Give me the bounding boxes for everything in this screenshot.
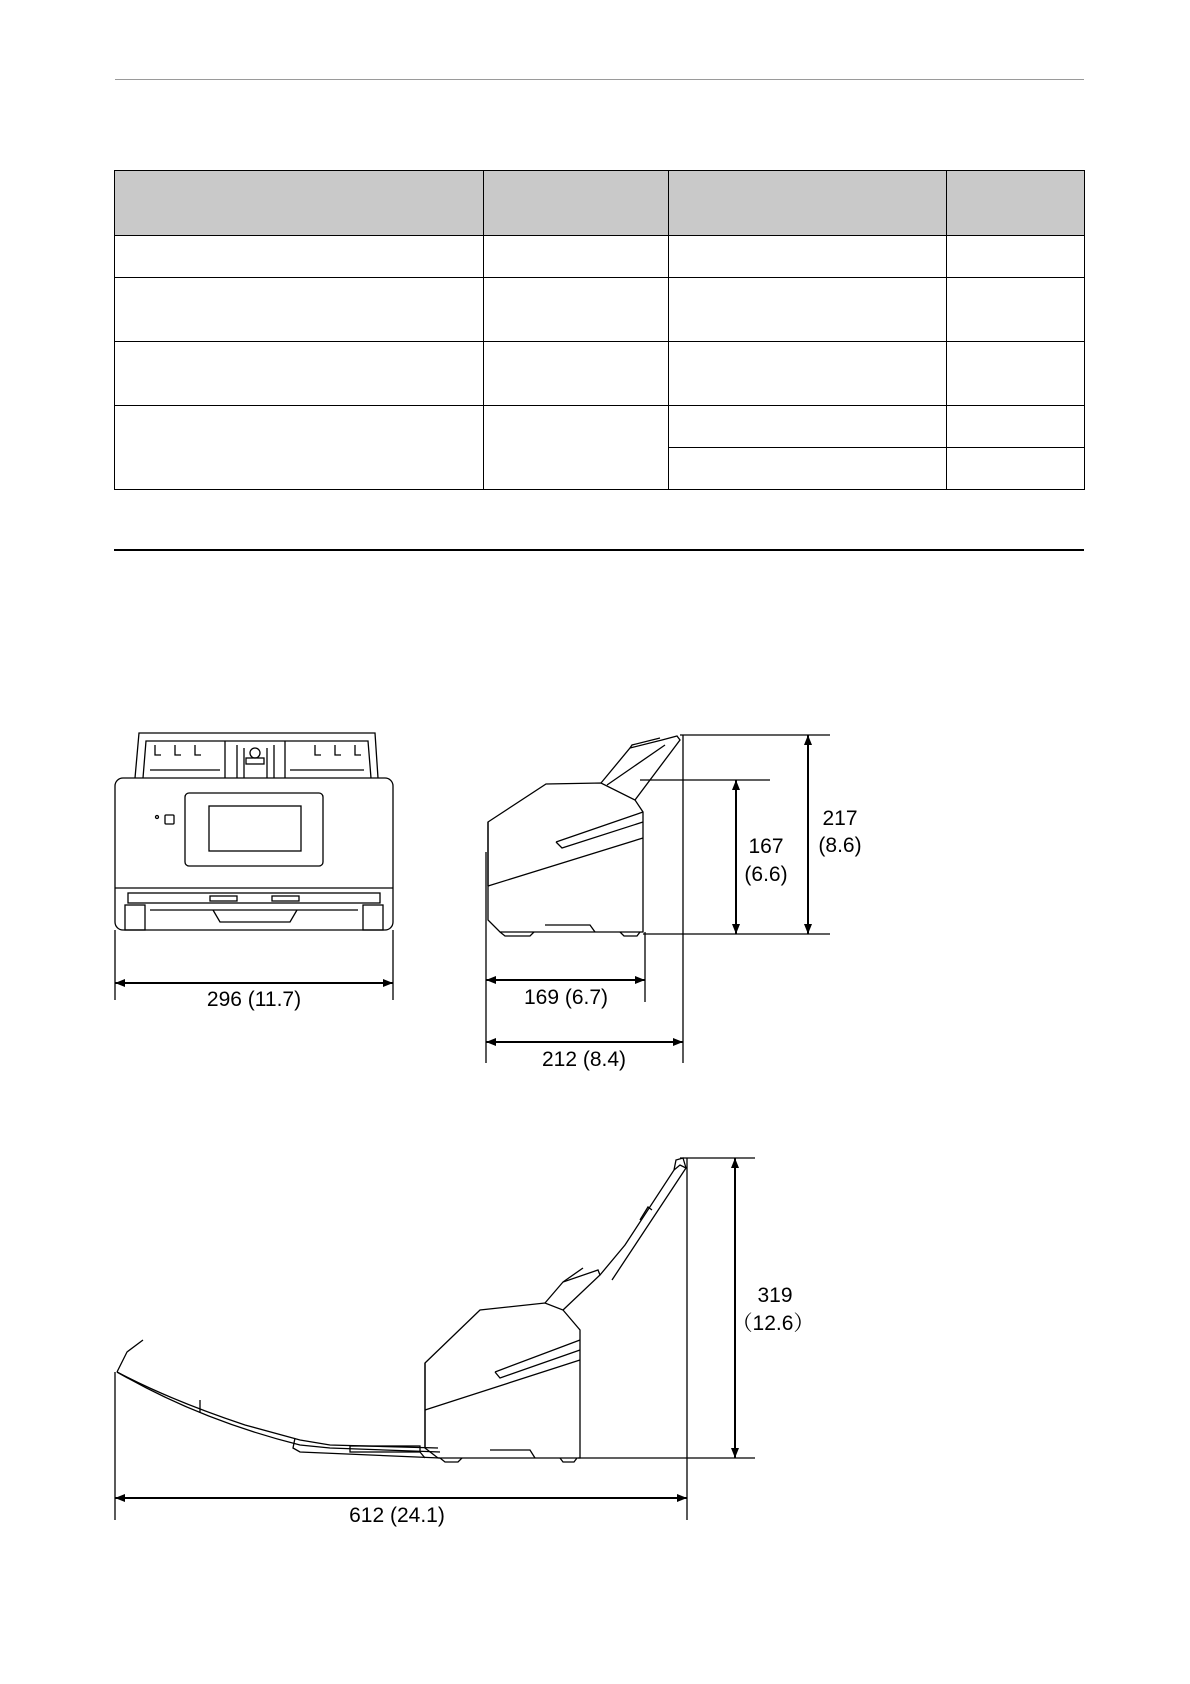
extended-height-value: 319 xyxy=(757,1284,793,1307)
height-body-inch: (6.6) xyxy=(744,863,788,886)
scanner-front-view xyxy=(115,733,393,930)
height-total-value: 217 xyxy=(822,807,858,830)
extended-height-inch: （12.6） xyxy=(731,1312,815,1335)
height-total-inch: (8.6) xyxy=(818,834,862,857)
scanner-side-view xyxy=(488,736,680,936)
scanner-extended-view xyxy=(117,1158,686,1462)
extended-dimensions xyxy=(115,1158,814,1527)
depth-dimensions xyxy=(486,735,683,1071)
depth-total-label: 212 (8.4) xyxy=(541,1048,627,1071)
depth-body-label: 169 (6.7) xyxy=(523,986,609,1009)
extended-length-label: 612 (24.1) xyxy=(349,1504,445,1527)
height-dimensions xyxy=(640,735,862,934)
width-dimension xyxy=(115,930,393,1011)
width-label: 296 (11.7) xyxy=(206,988,302,1011)
height-body-value: 167 xyxy=(748,835,784,858)
